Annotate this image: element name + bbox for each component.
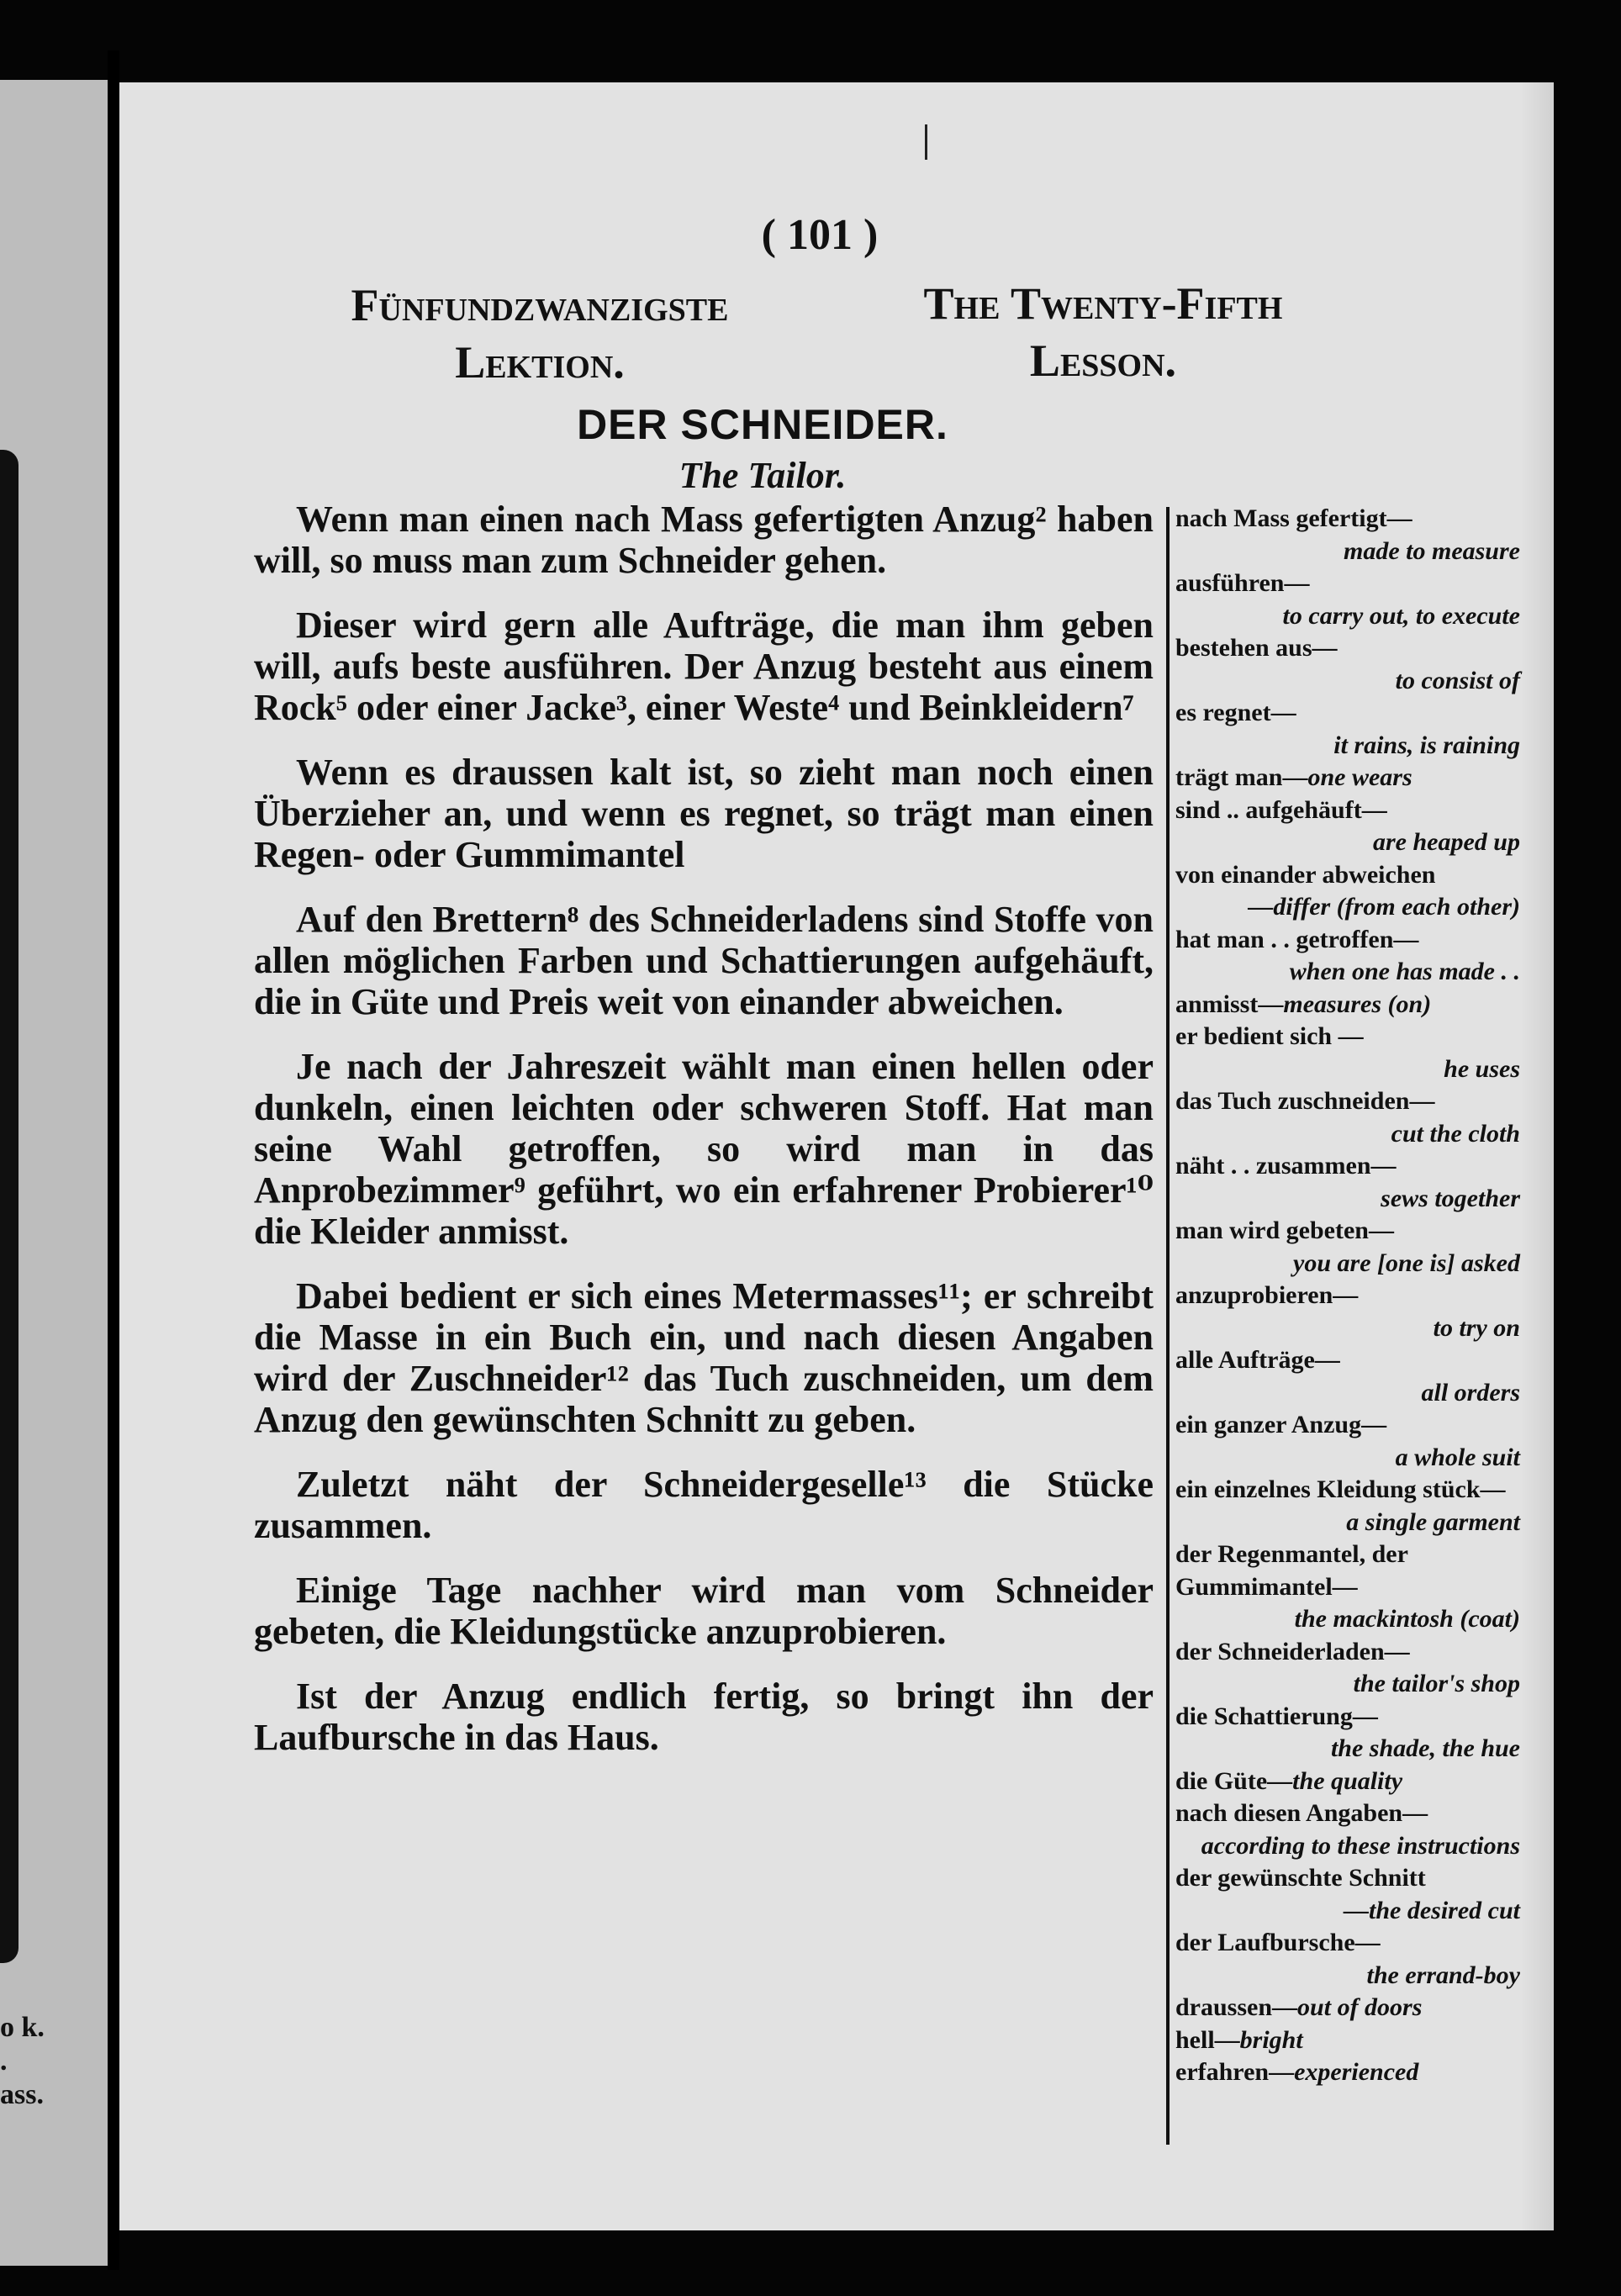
glossary-english-gloss: —the desired cut bbox=[1344, 1896, 1520, 1924]
glossary-german-term: der gewünschte Schnitt bbox=[1175, 1864, 1426, 1892]
glossary-entry bbox=[1175, 1021, 1529, 1085]
glossary-german-term: der Regenmantel, der Gummimantel— bbox=[1175, 1540, 1408, 1601]
adjacent-page-fragment: ass. bbox=[0, 2079, 44, 2110]
paragraph: Auf den Brettern⁸ des Schneiderladens sind Stoffe von allen möglichen Farben und Schattierungen aufgehäuft, die in Güte und Preis weit von einander abweichen. bbox=[254, 899, 1154, 1022]
glossary-german-term: draussen— bbox=[1175, 1993, 1298, 2021]
glossary-entry bbox=[1175, 1344, 1529, 1409]
glossary-entry bbox=[1175, 1862, 1529, 1927]
glossary-german-term: nach diesen Angaben— bbox=[1175, 1799, 1428, 1827]
glossary-english-gloss: a single garment bbox=[1346, 1507, 1520, 1536]
glossary-english-gloss: a whole suit bbox=[1395, 1443, 1520, 1471]
glossary-entry bbox=[1175, 1409, 1529, 1474]
lesson-heading-english-line: Lesson. bbox=[1029, 335, 1177, 386]
glossary-english-gloss: he uses bbox=[1444, 1054, 1520, 1083]
glossary-german-term: das Tuch zuschneiden— bbox=[1175, 1087, 1435, 1115]
paragraph: Wenn es draussen kalt ist, so zieht man noch einen Überzieher an, und wenn es regnet, so trägt man einen Regen- oder Gummimantel bbox=[254, 752, 1154, 875]
column-divider bbox=[1166, 507, 1170, 2145]
glossary-german-term: hat man . . getroffen— bbox=[1175, 925, 1419, 953]
glossary-entry bbox=[1175, 1150, 1529, 1215]
glossary-english-gloss: the mackintosh (coat) bbox=[1294, 1605, 1520, 1633]
lesson-heading-english bbox=[851, 276, 1355, 389]
glossary-german-term: ein einzelnes Kleidung stück— bbox=[1175, 1475, 1506, 1503]
glossary-english-gloss: one wears bbox=[1307, 763, 1412, 791]
glossary-german-term: ausführen— bbox=[1175, 569, 1310, 597]
lesson-subtitle: The Tailor. bbox=[678, 455, 847, 496]
book-gutter bbox=[108, 50, 119, 2270]
glossary-english-gloss: you are [one is] asked bbox=[1293, 1248, 1520, 1277]
glossary-entry bbox=[1175, 1474, 1529, 1539]
glossary-entry bbox=[1175, 1280, 1529, 1344]
glossary-german-term: bestehen aus— bbox=[1175, 634, 1338, 662]
paragraph: Ist der Anzug endlich fertig, so bringt ihn der Laufbursche in das Haus. bbox=[254, 1676, 1154, 1758]
glossary-german-term: anmisst— bbox=[1175, 990, 1284, 1018]
glossary-english-gloss: bright bbox=[1239, 2025, 1303, 2054]
lesson-heading-german-line: Lektion. bbox=[455, 336, 625, 388]
glossary-english-gloss: to try on bbox=[1433, 1313, 1520, 1342]
main-text-column bbox=[254, 499, 1154, 1781]
adjacent-page-fragment: . bbox=[0, 2045, 8, 2077]
glossary-column bbox=[1175, 503, 1529, 2089]
glossary-english-gloss: made to measure bbox=[1344, 536, 1520, 565]
glossary-english-gloss: the quality bbox=[1292, 1766, 1403, 1795]
glossary-english-gloss: sews together bbox=[1381, 1184, 1520, 1212]
glossary-entry bbox=[1175, 503, 1529, 567]
glossary-entry bbox=[1175, 1636, 1529, 1701]
glossary-german-term: der Laufbursche— bbox=[1175, 1929, 1381, 1956]
paragraph: Dieser wird gern alle Aufträge, die man ihm geben will, aufs beste ausführen. Der Anzug besteht aus einem Rock⁵ oder einer Jacke³, einer Weste⁴ und Beinkleidern⁷ bbox=[254, 604, 1154, 728]
glossary-entry bbox=[1175, 1701, 1529, 1766]
glossary-entry bbox=[1175, 924, 1529, 989]
page-mark bbox=[925, 124, 927, 160]
paragraph: Zuletzt näht der Schneidergeselle¹³ die Stücke zusammen. bbox=[254, 1464, 1154, 1546]
glossary-english-gloss: all orders bbox=[1421, 1378, 1520, 1407]
glossary-german-term: hell— bbox=[1175, 2025, 1240, 2054]
glossary-entry bbox=[1175, 632, 1529, 697]
glossary-german-term: die Güte— bbox=[1175, 1766, 1293, 1795]
glossary-english-gloss: to consist of bbox=[1395, 666, 1520, 694]
glossary-german-term: man wird gebeten— bbox=[1175, 1217, 1394, 1244]
paragraph: Einige Tage nachher wird man vom Schneider gebeten, die Kleidungstücke anzuprobieren. bbox=[254, 1570, 1154, 1652]
adjacent-page bbox=[0, 80, 108, 2266]
glossary-entry bbox=[1175, 762, 1529, 794]
glossary-english-gloss: according to these instructions bbox=[1201, 1831, 1520, 1860]
lesson-title: DER SCHNEIDER. bbox=[577, 401, 948, 448]
glossary-german-term: anzuprobieren— bbox=[1175, 1281, 1359, 1309]
glossary-entry bbox=[1175, 1797, 1529, 1862]
adjacent-page-fragment: o k. bbox=[0, 2012, 45, 2043]
glossary-english-gloss: experienced bbox=[1294, 2058, 1419, 2086]
lesson-heading-german-line: Fünfundzwanzigste bbox=[351, 280, 729, 330]
glossary-english-gloss: the shade, the hue bbox=[1330, 1734, 1520, 1762]
lesson-heading-german bbox=[288, 277, 792, 391]
glossary-german-term: die Schattierung— bbox=[1175, 1702, 1378, 1730]
glossary-entry bbox=[1175, 1215, 1529, 1280]
glossary-english-gloss: measures (on) bbox=[1283, 990, 1432, 1018]
glossary-german-term: erfahren— bbox=[1175, 2058, 1295, 2086]
paragraph: Je nach der Jahreszeit wählt man einen hellen oder dunkeln, einen leichten oder schweren Stoff. Hat man seine Wahl getroffen, so wird man in das Anprobezimmer⁹ geführt, wo ein erfahrener Probierer¹⁰ die Kleider anmisst. bbox=[254, 1046, 1154, 1252]
page-number: ( 101 ) bbox=[761, 211, 879, 259]
glossary-entry bbox=[1175, 697, 1529, 762]
glossary-english-gloss: when one has made . . bbox=[1289, 958, 1520, 985]
glossary-english-gloss: cut the cloth bbox=[1391, 1119, 1520, 1148]
adjacent-page-dark-strip bbox=[0, 450, 18, 1963]
glossary-german-term: er bedient sich — bbox=[1175, 1022, 1364, 1050]
glossary-english-gloss: —differ (from each other) bbox=[1248, 893, 1520, 921]
glossary-entry bbox=[1175, 1992, 1529, 2024]
glossary-english-gloss: to carry out, to execute bbox=[1282, 601, 1520, 630]
paragraph: Dabei bedient er sich eines Metermasses¹¹; er schreibt die Masse in ein Buch ein, und nach diesen Angaben wird der Zuschneider¹² das Tuch zuschneiden, um dem Anzug den gewünschten Schnitt zu geben. bbox=[254, 1275, 1154, 1440]
glossary-english-gloss: out of doors bbox=[1297, 1993, 1423, 2021]
glossary-entry bbox=[1175, 859, 1529, 924]
glossary-entry bbox=[1175, 2024, 1529, 2057]
glossary-german-term: alle Aufträge— bbox=[1175, 1346, 1340, 1374]
paragraph: Wenn man einen nach Mass gefertigten Anzug² haben will, so muss man zum Schneider gehen. bbox=[254, 499, 1154, 581]
lesson-heading-english-line: The Twenty-Fifth bbox=[923, 278, 1283, 329]
glossary-entry bbox=[1175, 1927, 1529, 1992]
glossary-german-term: sind .. aufgehäuft— bbox=[1175, 795, 1387, 824]
book-page bbox=[119, 82, 1554, 2230]
glossary-entry bbox=[1175, 794, 1529, 859]
glossary-entry bbox=[1175, 1539, 1529, 1636]
glossary-german-term: nach Mass gefertigt— bbox=[1175, 504, 1412, 532]
glossary-english-gloss: the errand-boy bbox=[1366, 1961, 1520, 1989]
glossary-entry bbox=[1175, 989, 1529, 1021]
glossary-entry bbox=[1175, 567, 1529, 632]
glossary-english-gloss: the tailor's shop bbox=[1353, 1670, 1520, 1697]
glossary-german-term: näht . . zusammen— bbox=[1175, 1152, 1397, 1180]
glossary-german-term: ein ganzer Anzug— bbox=[1175, 1411, 1387, 1438]
glossary-german-term: trägt man— bbox=[1175, 763, 1308, 791]
glossary-german-term: der Schneiderladen— bbox=[1175, 1637, 1410, 1665]
glossary-entry bbox=[1175, 1766, 1529, 1798]
glossary-german-term: es regnet— bbox=[1175, 699, 1296, 726]
glossary-entry bbox=[1175, 1085, 1529, 1150]
glossary-english-gloss: it rains, is raining bbox=[1333, 731, 1520, 759]
glossary-english-gloss: are heaped up bbox=[1373, 828, 1520, 856]
glossary-entry bbox=[1175, 2056, 1529, 2089]
glossary-german-term: von einander abweichen bbox=[1175, 860, 1436, 889]
